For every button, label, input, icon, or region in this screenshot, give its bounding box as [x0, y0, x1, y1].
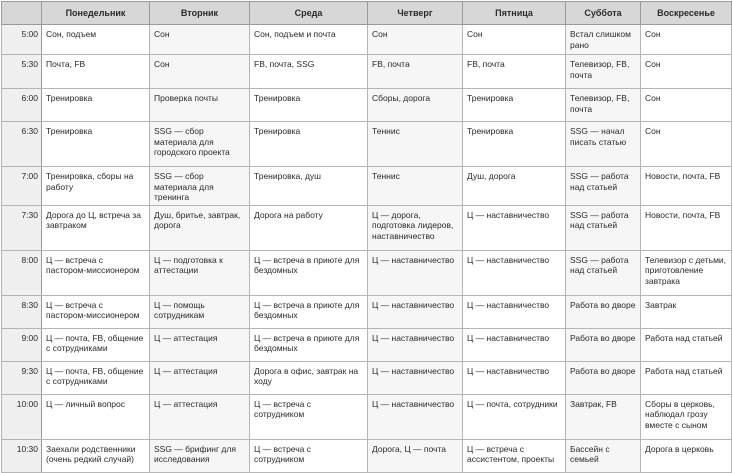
header-day-monday: Понедельник: [42, 2, 150, 25]
table-row: [2, 295, 732, 328]
schedule-cell: Ц — встреча с ассистентом, проекты: [463, 439, 566, 472]
table-row: [2, 394, 732, 439]
schedule-cell: Сон: [641, 122, 732, 167]
header-day-saturday: Суббота: [566, 2, 641, 25]
schedule-cell: Ц — почта, FB, общение с сотрудниками: [42, 328, 150, 361]
schedule-cell: Дорога в офис, завтрак на ходу: [250, 361, 368, 394]
table-row: [2, 122, 732, 167]
schedule-cell: Тренировка: [42, 122, 150, 167]
weekly-schedule-table: [1, 1, 732, 473]
schedule-cell: Ц — встреча с пастором-миссионером: [42, 295, 150, 328]
schedule-cell: SSG — работа над статьей: [566, 205, 641, 250]
table-row: [2, 439, 732, 472]
schedule-cell: Ц — встреча в приюте для бездомных: [250, 250, 368, 295]
time-cell: 8:30: [2, 295, 42, 328]
schedule-cell: Работа во дворе: [566, 361, 641, 394]
table-row: [2, 25, 732, 55]
schedule-cell: Проверка почты: [150, 89, 250, 122]
time-cell: 5:30: [2, 55, 42, 89]
schedule-cell: Ц — помощь сотрудникам: [150, 295, 250, 328]
schedule-cell: SSG — сбор материала для городского проекта: [150, 122, 250, 167]
schedule-cell: Завтрак, FB: [566, 394, 641, 439]
schedule-cell: Дорога в церковь: [641, 439, 732, 472]
schedule-cell: FB, почта: [368, 55, 463, 89]
schedule-cell: Ц — аттестация: [150, 361, 250, 394]
schedule-cell: Тренировка: [463, 122, 566, 167]
schedule-cell: Ц — наставничество: [368, 250, 463, 295]
schedule-cell: Ц — наставничество: [368, 394, 463, 439]
schedule-cell: FB, почта: [463, 55, 566, 89]
schedule-cell: Работа во дворе: [566, 328, 641, 361]
schedule-cell: Ц — наставничество: [368, 361, 463, 394]
schedule-cell: Тренировка: [42, 89, 150, 122]
time-cell: 10:30: [2, 439, 42, 472]
schedule-cell: Новости, почта, FB: [641, 167, 732, 206]
schedule-cell: Ц — дорога, подготовка лидеров, наставничество: [368, 205, 463, 250]
schedule-cell: Ц — личный вопрос: [42, 394, 150, 439]
schedule-cell: Душ, дорога: [463, 167, 566, 206]
schedule-cell: Тренировка: [250, 122, 368, 167]
schedule-cell: Ц — наставничество: [463, 205, 566, 250]
schedule-cell: Ц — наставничество: [463, 250, 566, 295]
header-day-friday: Пятница: [463, 2, 566, 25]
schedule-cell: Сон: [641, 25, 732, 55]
schedule-cell: Завтрак: [641, 295, 732, 328]
header-day-wednesday: Среда: [250, 2, 368, 25]
schedule-cell: Сон, подъем и почта: [250, 25, 368, 55]
table-row: [2, 361, 732, 394]
schedule-cell: Сон: [641, 55, 732, 89]
schedule-cell: Ц — наставничество: [463, 295, 566, 328]
schedule-cell: Ц — наставничество: [463, 361, 566, 394]
schedule-cell: Ц — аттестация: [150, 328, 250, 361]
header-day-tuesday: Вторник: [150, 2, 250, 25]
table-row: [2, 167, 732, 206]
schedule-cell: Ц — встреча с сотрудником: [250, 394, 368, 439]
schedule-cell: Ц — встреча в приюте для бездомных: [250, 295, 368, 328]
schedule-cell: Сборы, дорога: [368, 89, 463, 122]
time-cell: 7:30: [2, 205, 42, 250]
schedule-cell: Ц — подготовка к аттестации: [150, 250, 250, 295]
schedule-cell: Ц — наставничество: [368, 295, 463, 328]
schedule-cell: Заехали родственники (очень редкий случай): [42, 439, 150, 472]
schedule-cell: FB, почта, SSG: [250, 55, 368, 89]
schedule-cell: Сон: [368, 25, 463, 55]
schedule-cell: Ц — почта, FB, общение с сотрудниками: [42, 361, 150, 394]
schedule-body: [2, 25, 732, 473]
schedule-cell: Сон, подъем: [42, 25, 150, 55]
schedule-cell: Работа над статьей: [641, 361, 732, 394]
header-day-thursday: Четверг: [368, 2, 463, 25]
schedule-cell: SSG — работа над статьей: [566, 167, 641, 206]
header-time: [2, 2, 42, 25]
table-row: [2, 89, 732, 122]
schedule-cell: Бассейн с семьей: [566, 439, 641, 472]
schedule-cell: Ц — наставничество: [463, 328, 566, 361]
header-row: [2, 2, 732, 25]
schedule-cell: Ц — встреча с пастором-миссионером: [42, 250, 150, 295]
schedule-cell: Дорога на работу: [250, 205, 368, 250]
header-day-sunday: Воскресенье: [641, 2, 732, 25]
schedule-cell: Дорога до Ц, встреча за завтраком: [42, 205, 150, 250]
schedule-cell: SSG — работа над статьей: [566, 250, 641, 295]
time-cell: 10:00: [2, 394, 42, 439]
schedule-cell: Тренировка, душ: [250, 167, 368, 206]
schedule-cell: Сон: [150, 25, 250, 55]
schedule-cell: Ц — встреча в приюте для бездомных: [250, 328, 368, 361]
table-row: [2, 55, 732, 89]
schedule-cell: Телевизор с детьми, приготовление завтрака: [641, 250, 732, 295]
schedule-cell: Телевизор, FB, почта: [566, 89, 641, 122]
schedule-cell: SSG — начал писать статью: [566, 122, 641, 167]
schedule-cell: Душ, бритье, завтрак, дорога: [150, 205, 250, 250]
schedule-cell: SSG — брифинг для исследования: [150, 439, 250, 472]
time-cell: 7:00: [2, 167, 42, 206]
schedule-cell: Почта, FB: [42, 55, 150, 89]
schedule-cell: Ц — почта, сотрудники: [463, 394, 566, 439]
schedule-cell: Тренировка: [250, 89, 368, 122]
schedule-cell: SSG — сбор материала для тренинга: [150, 167, 250, 206]
time-cell: 9:30: [2, 361, 42, 394]
schedule-cell: Сон: [150, 55, 250, 89]
schedule-cell: Телевизор, FB, почта: [566, 55, 641, 89]
table-row: [2, 250, 732, 295]
schedule-cell: Теннис: [368, 167, 463, 206]
time-cell: 9:00: [2, 328, 42, 361]
schedule-cell: Ц — аттестация: [150, 394, 250, 439]
schedule-cell: Теннис: [368, 122, 463, 167]
table-row: [2, 328, 732, 361]
schedule-cell: Сборы в церковь, наблюдал грозу вместе с сыном: [641, 394, 732, 439]
schedule-cell: Сон: [641, 89, 732, 122]
schedule-cell: Тренировка, сборы на работу: [42, 167, 150, 206]
schedule-cell: Ц — встреча с сотрудником: [250, 439, 368, 472]
schedule-cell: Сон: [463, 25, 566, 55]
time-cell: 5:00: [2, 25, 42, 55]
schedule-cell: Дорога, Ц — почта: [368, 439, 463, 472]
schedule-cell: Встал слишком рано: [566, 25, 641, 55]
schedule-cell: Работа во дворе: [566, 295, 641, 328]
schedule-cell: Новости, почта, FB: [641, 205, 732, 250]
table-row: [2, 205, 732, 250]
time-cell: 6:30: [2, 122, 42, 167]
schedule-cell: Ц — наставничество: [368, 328, 463, 361]
time-cell: 6:00: [2, 89, 42, 122]
schedule-cell: Работа над статьей: [641, 328, 732, 361]
schedule-cell: Тренировка: [463, 89, 566, 122]
time-cell: 8:00: [2, 250, 42, 295]
